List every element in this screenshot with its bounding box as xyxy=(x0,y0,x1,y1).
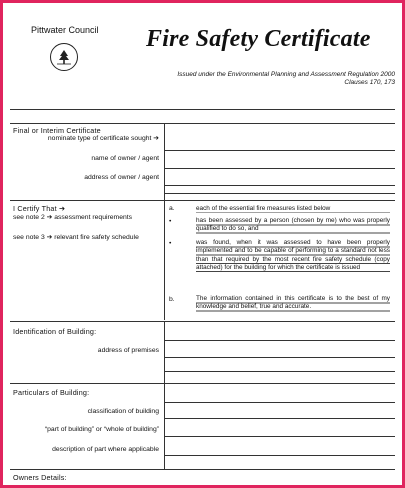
clauses-line: Clauses 170, 173 xyxy=(344,79,395,86)
field-rule xyxy=(164,402,395,403)
field-rule xyxy=(164,418,395,419)
part-whole-label: “part of building” or “whole of building” xyxy=(44,426,159,433)
regulation-line: Issued under the Environmental Planning and Assessment Regulation 2000 xyxy=(177,71,395,78)
certify-item-a: each of the essential fire measures listed below xyxy=(196,205,390,213)
item-marker: • xyxy=(169,218,172,225)
certify-item-bullet-2: was found, when it was assessed to have been properly implemented and to be capable of performing to a standard not less than that required by the most recent fire safety schedule (copy attached) for the building for which the certificate is issued xyxy=(196,239,390,271)
field-rule xyxy=(164,371,395,372)
section-rule xyxy=(10,123,395,124)
section-rule xyxy=(10,383,395,384)
field-rule xyxy=(164,357,395,358)
description-label: description of part where applicable xyxy=(52,446,159,453)
column-rule xyxy=(164,321,165,383)
field-rule xyxy=(164,168,395,169)
section-rule xyxy=(10,469,395,470)
item-marker: b. xyxy=(169,296,175,303)
council-logo-icon xyxy=(50,43,78,71)
owner-name-label: name of owner / agent xyxy=(91,155,159,162)
council-name: Pittwater Council xyxy=(31,25,99,35)
certify-heading: I Certify That ➔ xyxy=(13,204,66,213)
owners-heading: Owners Details: xyxy=(13,473,67,482)
field-rule xyxy=(164,455,395,456)
final-interim-heading: Final or Interim Certificate xyxy=(13,126,101,135)
identification-heading: Identification of Building: xyxy=(13,327,97,336)
classification-label: classification of building xyxy=(87,408,159,415)
header-divider xyxy=(10,109,395,110)
premises-address-label: address of premises xyxy=(97,347,159,354)
regulation-subtitle xyxy=(145,71,395,87)
field-rule xyxy=(164,150,395,151)
certificate-page xyxy=(3,3,402,485)
column-rule xyxy=(164,200,165,320)
certify-item-b: The information contained in this certificate is to the best of my knowledge and belief, true and accurate. xyxy=(196,295,390,311)
nominate-label: nominate type of certificate sought ➔ xyxy=(47,135,159,142)
field-rule xyxy=(164,185,395,186)
certify-item-bullet-1: has been assessed by a person (chosen by me) who was properly qualified to do so, and xyxy=(196,217,390,233)
column-rule xyxy=(164,383,165,469)
item-marker: • xyxy=(169,240,172,247)
document-title: Fire Safety Certificate xyxy=(146,26,371,52)
field-rule xyxy=(164,340,395,341)
column-rule xyxy=(164,123,165,200)
section-rule xyxy=(10,321,395,322)
owner-address-label: address of owner / agent xyxy=(84,174,159,181)
section-rule xyxy=(10,200,395,201)
note3-label: see note 3 ➔ relevant fire safety schedule xyxy=(13,234,139,241)
field-rule xyxy=(164,193,395,194)
note2-label: see note 2 ➔ assessment requirements xyxy=(13,214,133,221)
particulars-heading: Particulars of Building: xyxy=(13,388,90,397)
item-marker: a. xyxy=(169,205,175,212)
field-rule xyxy=(164,436,395,437)
